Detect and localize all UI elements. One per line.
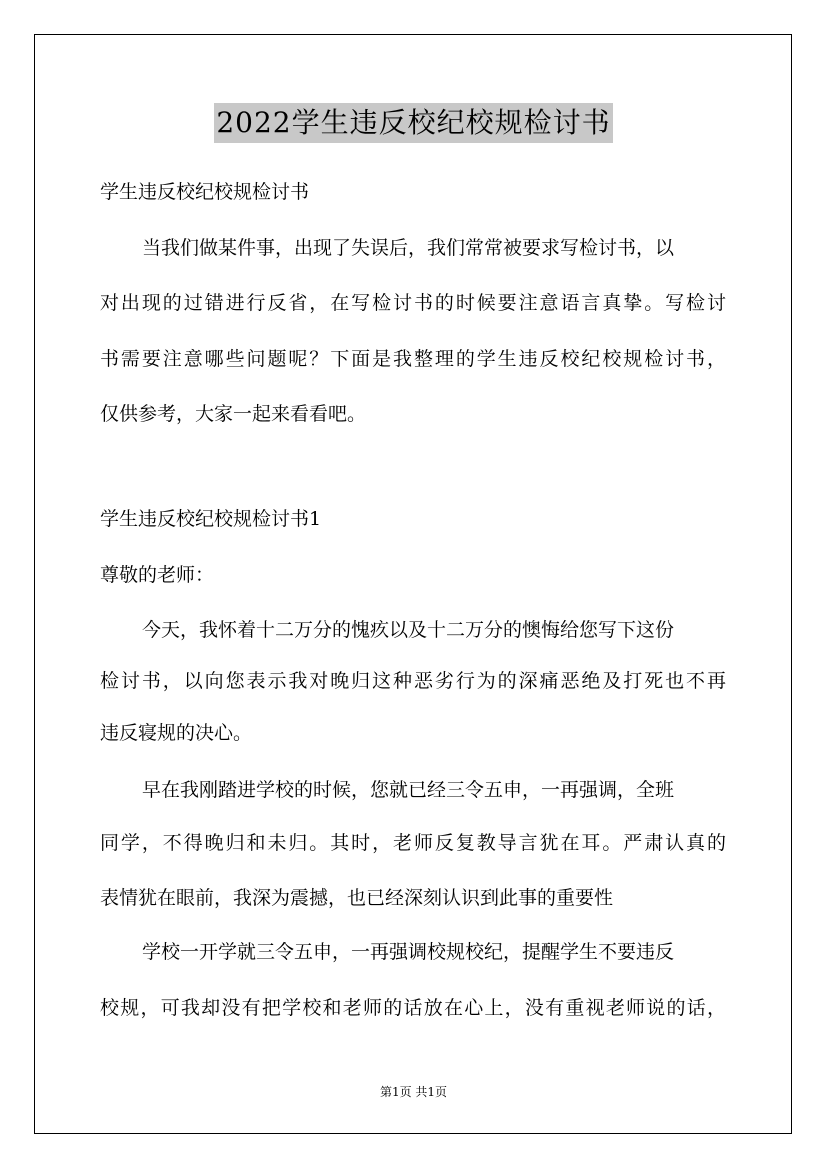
page-footer: 第1页 共1页 bbox=[379, 1085, 448, 1099]
intro-line-4: 仅供参考，大家一起来看看吧。 bbox=[100, 403, 367, 425]
body-line-6: 表情犹在眼前，我深为震撼，也已经深刻认识到此事的重要性 bbox=[100, 887, 614, 909]
body-line-3: 违反寝规的决心。 bbox=[100, 722, 253, 744]
document-title: 2022学生违反校纪校规检讨书 bbox=[214, 103, 612, 143]
title-container bbox=[0, 103, 827, 143]
body-line-1: 今天，我怀着十二万分的愧疚以及十二万分的懊悔给您写下这份 bbox=[142, 619, 675, 641]
body-line-4: 早在我刚踏进学校的时候，您就已经三令五申，一再强调，全班 bbox=[142, 779, 675, 801]
subtitle: 学生违反校纪校规检讨书 bbox=[100, 181, 310, 203]
section-heading: 学生违反校纪校规检讨书1 bbox=[100, 508, 322, 530]
body-line-2: 检讨书，以向您表示我对晚归这种恶劣行为的深痛恶绝及打死也不再 bbox=[100, 670, 726, 692]
intro-line-1: 当我们做某件事，出现了失误后，我们常常被要求写检讨书，以 bbox=[142, 237, 675, 259]
intro-line-3: 书需要注意哪些问题呢？下面是我整理的学生违反校纪校规检讨书， bbox=[100, 348, 726, 370]
body-line-8: 校规，可我却没有把学校和老师的话放在心上，没有重视老师说的话， bbox=[100, 997, 726, 1019]
body-line-7: 学校一开学就三令五申，一再强调校规校纪，提醒学生不要违反 bbox=[142, 941, 675, 963]
body-line-5: 同学，不得晚归和未归。其时，老师反复教导言犹在耳。严肃认真的 bbox=[100, 832, 726, 854]
intro-line-2: 对出现的过错进行反省，在写检讨书的时候要注意语言真挚。写检讨 bbox=[100, 292, 726, 314]
salutation: 尊敬的老师： bbox=[100, 564, 215, 586]
